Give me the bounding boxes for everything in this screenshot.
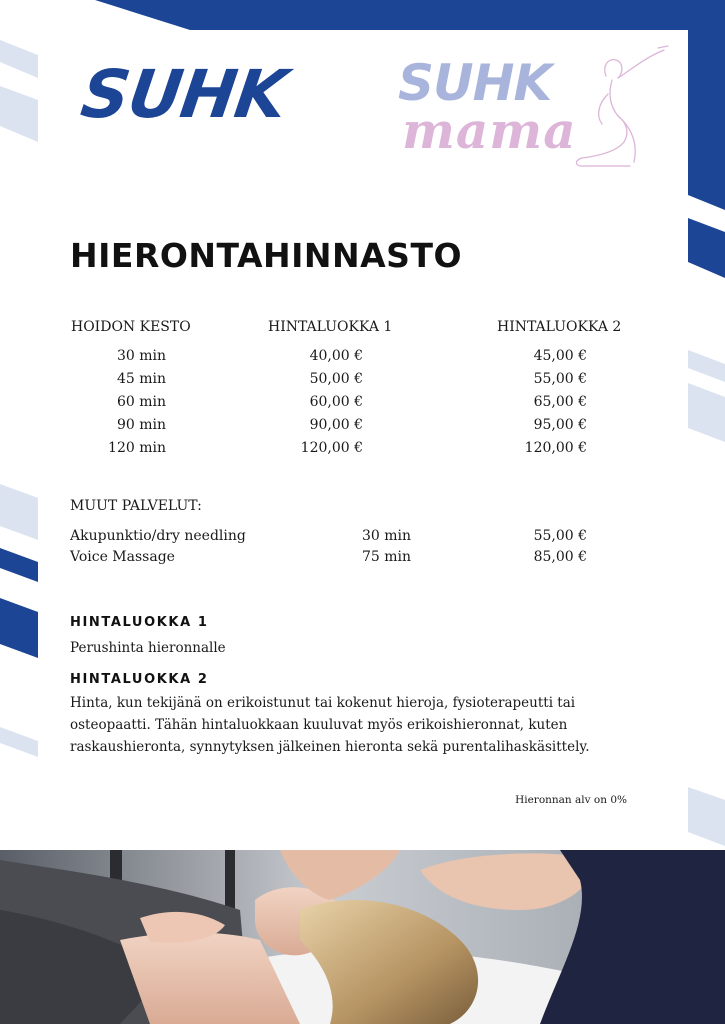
duration-cell: 60 min <box>116 394 166 410</box>
page-title: HIERONTAHINNASTO <box>70 236 463 275</box>
class-1-price: 90,00 € <box>309 417 363 433</box>
suhk-mama-logo-bottom: mama <box>402 101 577 160</box>
vat-note: Hieronnan alv on 0% <box>515 794 627 806</box>
service-duration: 30 min <box>362 528 412 544</box>
class-2-price: 120,00 € <box>524 440 587 456</box>
mama-figure-icon <box>568 44 670 170</box>
class-2-price: 65,00 € <box>533 394 587 410</box>
service-name: Akupunktio/dry needling <box>70 528 246 544</box>
class-2-price: 95,00 € <box>533 417 587 433</box>
service-price: 55,00 € <box>533 528 587 544</box>
class-2-price: 45,00 € <box>533 348 587 364</box>
class-1-price: 40,00 € <box>309 348 363 364</box>
class-1-heading: HINTALUOKKA 1 <box>70 615 209 630</box>
suhk-logo: SUHK <box>76 56 291 133</box>
class-1-price: 60,00 € <box>309 394 363 410</box>
class-1-price: 50,00 € <box>309 371 363 387</box>
duration-cell: 120 min <box>108 440 166 456</box>
service-name: Voice Massage <box>70 549 175 565</box>
massage-photo <box>0 850 725 1024</box>
duration-cell: 45 min <box>116 371 166 387</box>
class-2-price: 55,00 € <box>533 371 587 387</box>
duration-cell: 30 min <box>116 348 166 364</box>
service-duration: 75 min <box>362 549 412 565</box>
class-1-price: 120,00 € <box>300 440 363 456</box>
service-price: 85,00 € <box>533 549 587 565</box>
header-class-1: HINTALUOKKA 1 <box>268 319 393 335</box>
class-1-text: Perushinta hieronnalle <box>70 640 226 656</box>
class-2-text-line-3: raskaushieronta, synnytyksen jälkeinen hieronta sekä purentalihaskäsittely. <box>70 739 590 755</box>
class-2-text-line-1: Hinta, kun tekijänä on erikoistunut tai kokenut hieroja, fysioterapeutti tai <box>70 695 576 711</box>
header-class-2: HINTALUOKKA 2 <box>497 319 622 335</box>
other-services-heading: MUUT PALVELUT: <box>70 498 202 514</box>
header-duration: HOIDON KESTO <box>71 319 191 335</box>
suhk-mama-logo-top: SUHK <box>398 54 552 112</box>
duration-cell: 90 min <box>116 417 166 433</box>
class-2-text-line-2: osteopaatti. Tähän hintaluokkaan kuuluvat myös erikoishieronnat, kuten <box>70 717 568 733</box>
class-2-heading: HINTALUOKKA 2 <box>70 672 209 687</box>
